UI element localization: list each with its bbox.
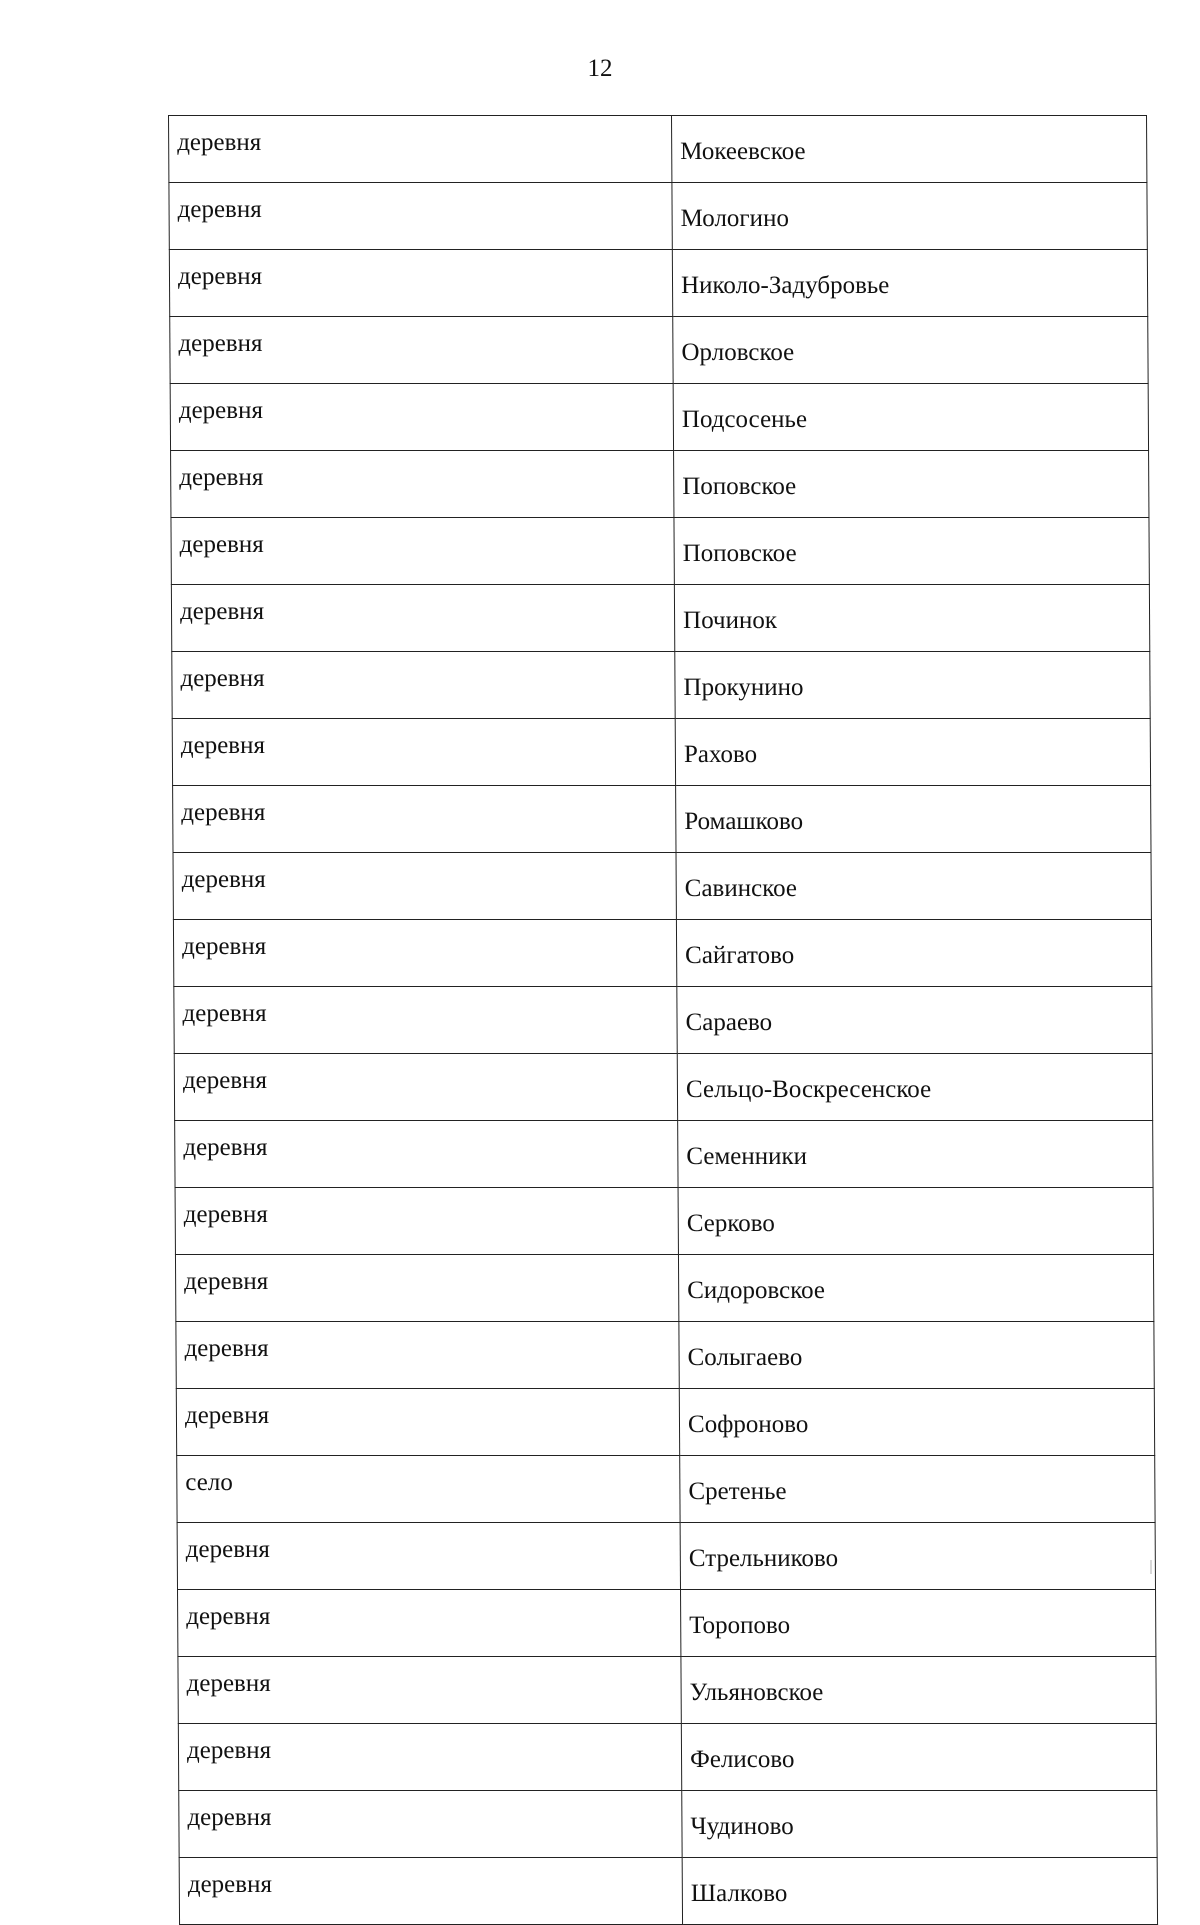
table-row — [175, 1188, 1153, 1255]
settlement-name-cell: Ульяновское — [681, 1657, 1156, 1724]
settlement-name-cell: Сретенье — [680, 1456, 1155, 1523]
table-row — [176, 1389, 1154, 1456]
settlement-type-cell: деревня — [179, 1858, 682, 1925]
settlement-type-cell: деревня — [176, 1322, 679, 1389]
scan-artifact — [1150, 1560, 1152, 1574]
settlement-type-cell: деревня — [175, 1188, 678, 1255]
settlement-type-cell: деревня — [176, 1389, 679, 1456]
settlement-name-cell: Мокеевское — [672, 116, 1147, 183]
settlement-name-cell: Софроново — [679, 1389, 1154, 1456]
settlements-table-body — [169, 116, 1158, 1925]
settlement-type-cell: деревня — [178, 1724, 681, 1791]
table-row — [179, 1858, 1157, 1925]
settlement-name-cell: Рахово — [675, 719, 1150, 786]
table-row — [172, 719, 1150, 786]
table-row — [171, 585, 1149, 652]
table-row — [169, 250, 1147, 317]
settlements-table — [168, 115, 1158, 1925]
table-row — [173, 786, 1151, 853]
settlement-name-cell: Николо-Задубровье — [672, 250, 1147, 317]
table-row — [172, 652, 1150, 719]
settlement-type-cell: деревня — [172, 719, 675, 786]
settlement-name-cell: Торопово — [681, 1590, 1156, 1657]
settlement-type-cell: деревня — [174, 1054, 677, 1121]
settlement-type-cell: деревня — [175, 1121, 678, 1188]
settlement-name-cell: Поповское — [674, 518, 1149, 585]
table-row — [178, 1657, 1156, 1724]
table-row — [174, 987, 1152, 1054]
table-row — [177, 1456, 1155, 1523]
settlement-name-cell: Подсосенье — [673, 384, 1148, 451]
settlement-type-cell: деревня — [169, 183, 672, 250]
settlement-name-cell: Поповское — [674, 451, 1149, 518]
table-row — [170, 317, 1148, 384]
settlement-type-cell: деревня — [178, 1657, 681, 1724]
table-row — [171, 518, 1149, 585]
table-row — [175, 1255, 1153, 1322]
table-row — [175, 1121, 1153, 1188]
settlement-name-cell: Прокунино — [675, 652, 1150, 719]
page-number: 12 — [587, 55, 613, 82]
table-row — [176, 1322, 1154, 1389]
settlement-type-cell: деревня — [174, 987, 677, 1054]
table-row — [177, 1523, 1155, 1590]
settlement-type-cell: село — [177, 1456, 680, 1523]
table-row — [179, 1791, 1157, 1858]
settlement-type-cell: деревня — [171, 451, 674, 518]
settlement-name-cell: Савинское — [676, 853, 1151, 920]
table-row — [178, 1590, 1156, 1657]
settlement-name-cell: Сайгатово — [676, 920, 1151, 987]
table-row — [170, 384, 1148, 451]
settlement-name-cell: Шалково — [682, 1858, 1157, 1925]
settlement-name-cell: Сараево — [677, 987, 1152, 1054]
settlement-type-cell: деревня — [179, 1791, 682, 1858]
settlement-type-cell: деревня — [173, 786, 676, 853]
settlement-type-cell: деревня — [171, 518, 674, 585]
settlement-type-cell: деревня — [170, 384, 673, 451]
settlement-type-cell: деревня — [173, 920, 676, 987]
settlement-type-cell: деревня — [178, 1590, 681, 1657]
settlement-type-cell: деревня — [169, 250, 672, 317]
settlement-name-cell: Серково — [678, 1188, 1153, 1255]
table-row — [174, 1054, 1152, 1121]
settlement-name-cell: Фелисово — [681, 1724, 1156, 1791]
table-row — [169, 183, 1147, 250]
table-row — [173, 920, 1151, 987]
table-row — [169, 116, 1147, 183]
settlement-name-cell: Чудиново — [682, 1791, 1157, 1858]
settlement-name-cell: Ромашково — [676, 786, 1151, 853]
settlement-name-cell: Починок — [674, 585, 1149, 652]
settlement-name-cell: Мологино — [672, 183, 1147, 250]
settlement-name-cell: Сидоровское — [678, 1255, 1153, 1322]
settlement-type-cell: деревня — [177, 1523, 680, 1590]
settlement-name-cell: Солыгаево — [679, 1322, 1154, 1389]
settlement-name-cell: Сельцо-Воскресенское — [677, 1054, 1152, 1121]
settlement-name-cell: Стрельниково — [680, 1523, 1155, 1590]
settlement-name-cell: Орловское — [673, 317, 1148, 384]
table-row — [171, 451, 1149, 518]
settlement-type-cell: деревня — [172, 652, 675, 719]
settlement-type-cell: деревня — [175, 1255, 678, 1322]
settlement-type-cell: деревня — [169, 116, 672, 183]
settlement-type-cell: деревня — [171, 585, 674, 652]
table-row — [178, 1724, 1156, 1791]
settlement-type-cell: деревня — [170, 317, 673, 384]
settlement-name-cell: Семенники — [678, 1121, 1153, 1188]
settlement-type-cell: деревня — [173, 853, 676, 920]
table-row — [173, 853, 1151, 920]
